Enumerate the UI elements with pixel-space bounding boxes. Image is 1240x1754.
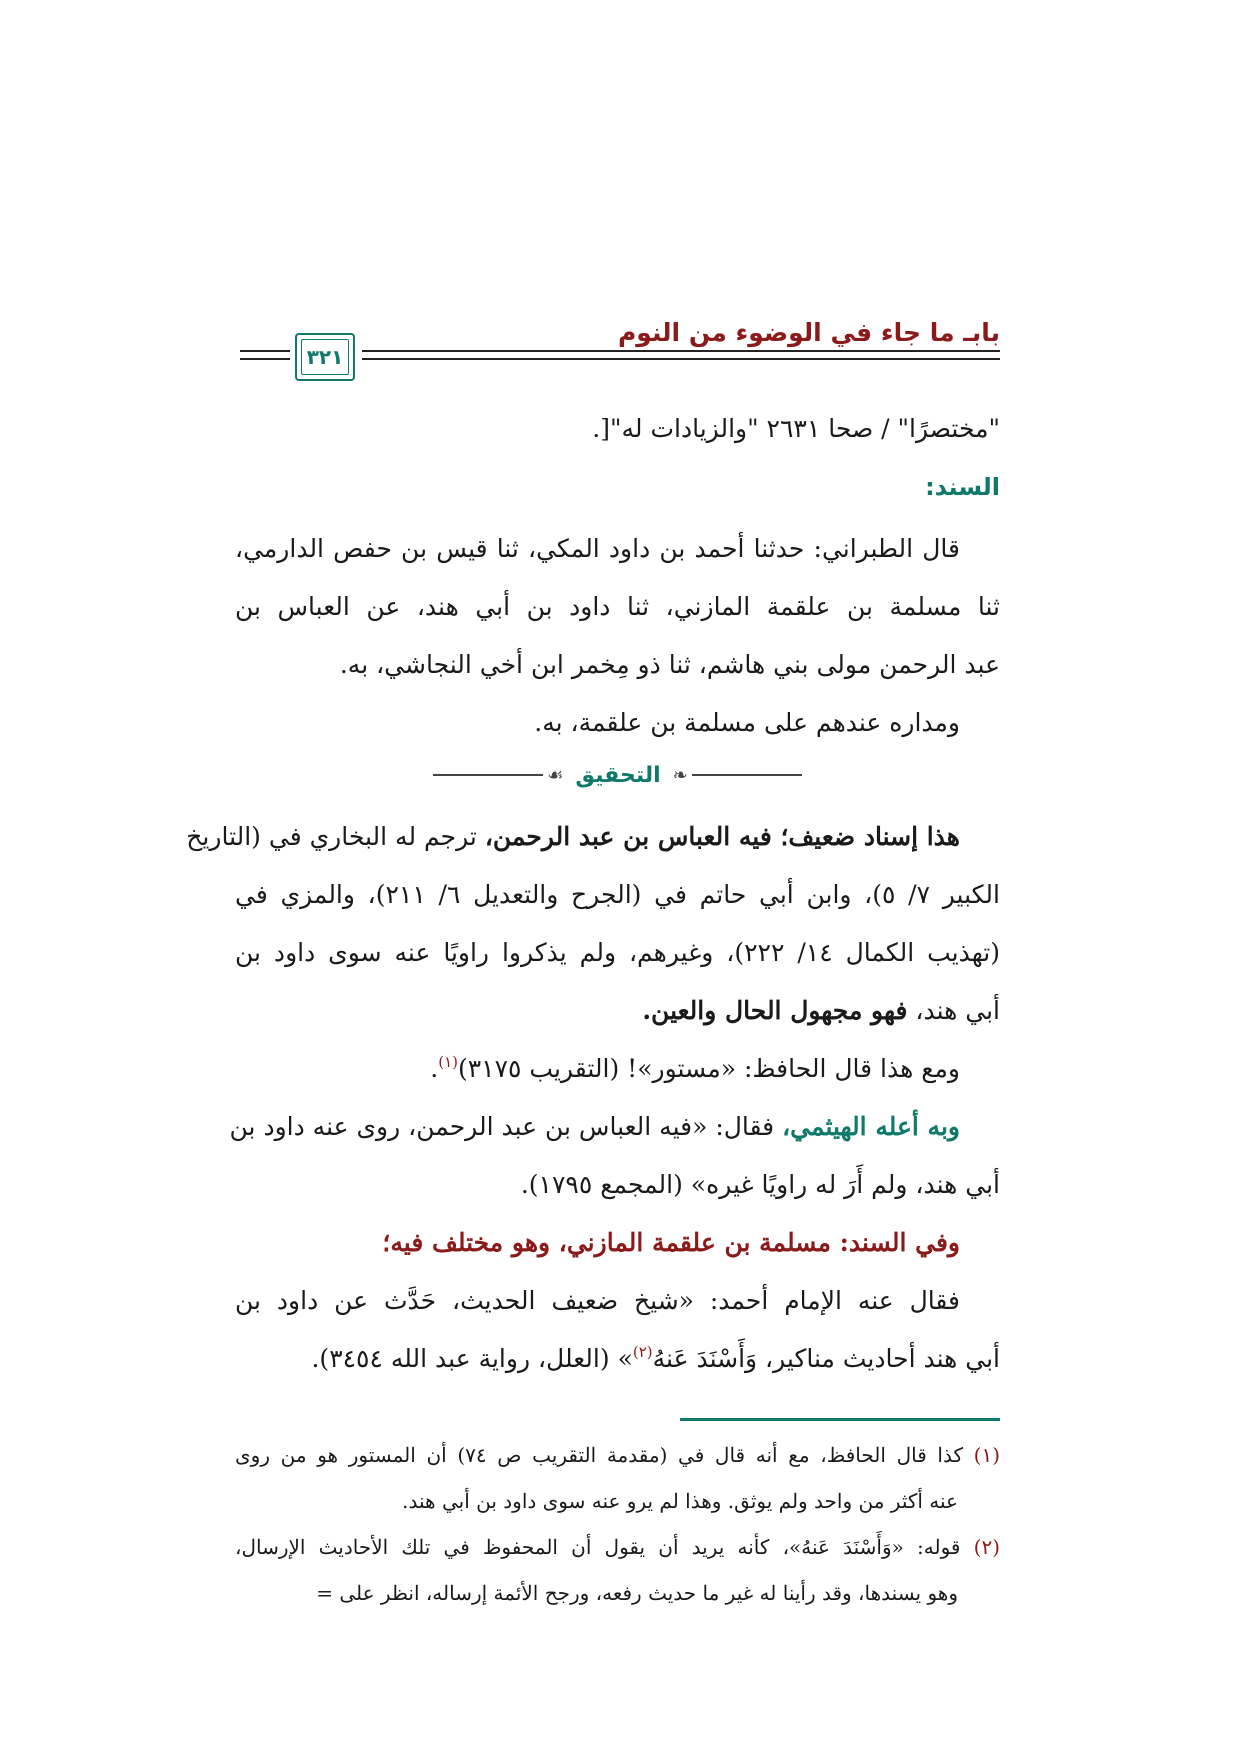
divider-label: التحقيق xyxy=(575,762,661,788)
sanad-line-1: قال الطبراني: حدثنا أحمد بن داود المكي، ثنا قيس بن حفص الدارمي، xyxy=(235,534,960,563)
tahqiq-p4-heading: وفي السند: مسلمة بن علقمة المازني، وهو مختلف فيه؛ xyxy=(382,1228,960,1257)
divider-line-left xyxy=(433,774,543,776)
tahqiq-p1-line-1 xyxy=(186,808,1000,866)
tahqiq-p1-line1-rest: ترجم له البخاري في (التاريخ xyxy=(186,822,485,851)
madar-line: ومداره عندهم على مسلمة بن علقمة، به. xyxy=(534,708,960,737)
tahqiq-p3-line-2: أبي هند، ولم أَرَ له راويًا غيره» (المجمع ١٧٩٥). xyxy=(520,1170,1000,1199)
tahqiq-p1-line-4 xyxy=(235,982,1000,1040)
sanad-paragraph xyxy=(235,520,1000,752)
footnote-2-line-1 xyxy=(235,1524,1000,1570)
footnote-1-number: (١) xyxy=(973,1443,1000,1467)
divider-line-right xyxy=(692,774,802,776)
header-rule-left-top xyxy=(240,350,290,352)
tahqiq-p3-lead: وبه أعله الهيثمي، xyxy=(782,1112,960,1141)
footnote-1-line-1 xyxy=(235,1432,1000,1478)
tahqiq-p3-line-1 xyxy=(229,1098,1000,1156)
footnotes xyxy=(235,1432,1000,1616)
tahqiq-p5-line-2 xyxy=(235,1330,1000,1388)
tahqiq-p1-conclusion: فهو مجهول الحال والعين. xyxy=(642,996,908,1025)
tahqiq-p5-line-1: فقال عنه الإمام أحمد: «شيخ ضعيف الحديث، حَدَّث عن داود بن xyxy=(235,1286,960,1315)
tahqiq-p4 xyxy=(235,1214,1000,1272)
footnote-1-text: كذا قال الحافظ، مع أنه قال في (مقدمة التقريب ص ٧٤) أن المستور هو من روى xyxy=(235,1443,974,1467)
sanad-line-3: عبد الرحمن مولى بني هاشم، ثنا ذو مِخمر ابن أخي النجاشي، به. xyxy=(339,650,1000,679)
page-number: ٣٢١ xyxy=(306,345,344,369)
tahqiq-p1-lead: هذا إسناد ضعيف؛ فيه العباس بن عبد الرحمن، xyxy=(484,822,960,851)
tahqiq-section xyxy=(186,808,1000,1388)
tahqiq-p1-line4-start: أبي هند، xyxy=(907,996,1000,1025)
footnote-ref-2[interactable]: (٢) xyxy=(632,1343,653,1361)
divider-ornament-right: ❧ xyxy=(672,764,688,786)
intro-section xyxy=(235,400,1000,516)
footnote-1-line-2: عنه أكثر من واحد ولم يوثق. وهذا لم يرو عنه سوى داود بن أبي هند. xyxy=(402,1489,958,1513)
tahqiq-divider xyxy=(235,760,1000,790)
chapter-title: بابـ ما جاء في الوضوء من النوم xyxy=(617,318,1000,347)
sanad-heading-line xyxy=(235,458,1000,516)
tahqiq-p5-line2-end: » (العلل، رواية عبد الله ٣٤٥٤). xyxy=(311,1344,633,1373)
tahqiq-p2-text: ومع هذا قال الحافظ: «مستور»! (التقريب ٣١٧٥) xyxy=(457,1054,960,1083)
divider-ornament-left: ☙ xyxy=(547,764,564,786)
sanad-heading: السند: xyxy=(925,473,1000,501)
page-number-badge xyxy=(295,333,355,381)
intro-line: "مختصرًا" / صحا ٢٦٣١ "والزيادات له"[. xyxy=(592,414,1000,443)
tahqiq-p5-line2-start: أبي هند أحاديث مناكير، وَأَسْنَدَ عَنهُ xyxy=(652,1344,1000,1373)
footnote-2-text: قوله: «وَأَسْنَدَ عَنهُ»، كأنه يريد أن يقول أن المحفوظ في تلك الأحاديث الإرسال، xyxy=(235,1535,974,1559)
tahqiq-p1-line-2: الكبير ٧/ ٥)، وابن أبي حاتم في (الجرح والتعديل ٦/ ٢١١)، والمزي في xyxy=(235,880,1000,909)
tahqiq-p3-line1-rest: فقال: «فيه العباس بن عبد الرحمن، روى عنه داود بن xyxy=(229,1112,783,1141)
footnote-ref-1[interactable]: (١) xyxy=(438,1053,458,1071)
tahqiq-p1-line-3: (تهذيب الكمال ١٤/ ٢٢٢)، وغيرهم، ولم يذكروا راويًا عنه سوى داود بن xyxy=(235,938,1000,967)
tahqiq-p2 xyxy=(235,1040,1000,1098)
tahqiq-p2-end: . xyxy=(430,1054,439,1083)
footnote-2-line-2: وهو يسندها، وقد رأينا له غير ما حديث رفعه، ورجح الأئمة إرساله، انظر على = xyxy=(316,1581,958,1605)
sanad-line-2: ثنا مسلمة بن علقمة المازني، ثنا داود بن أبي هند، عن العباس بن xyxy=(235,592,1000,621)
footnote-2-number: (٢) xyxy=(973,1535,1001,1559)
footnote-separator xyxy=(680,1418,1000,1421)
header-rule-right-top xyxy=(362,350,1000,352)
header-rule-right-bottom xyxy=(362,358,1000,360)
header-rule-left-bottom xyxy=(240,358,290,360)
